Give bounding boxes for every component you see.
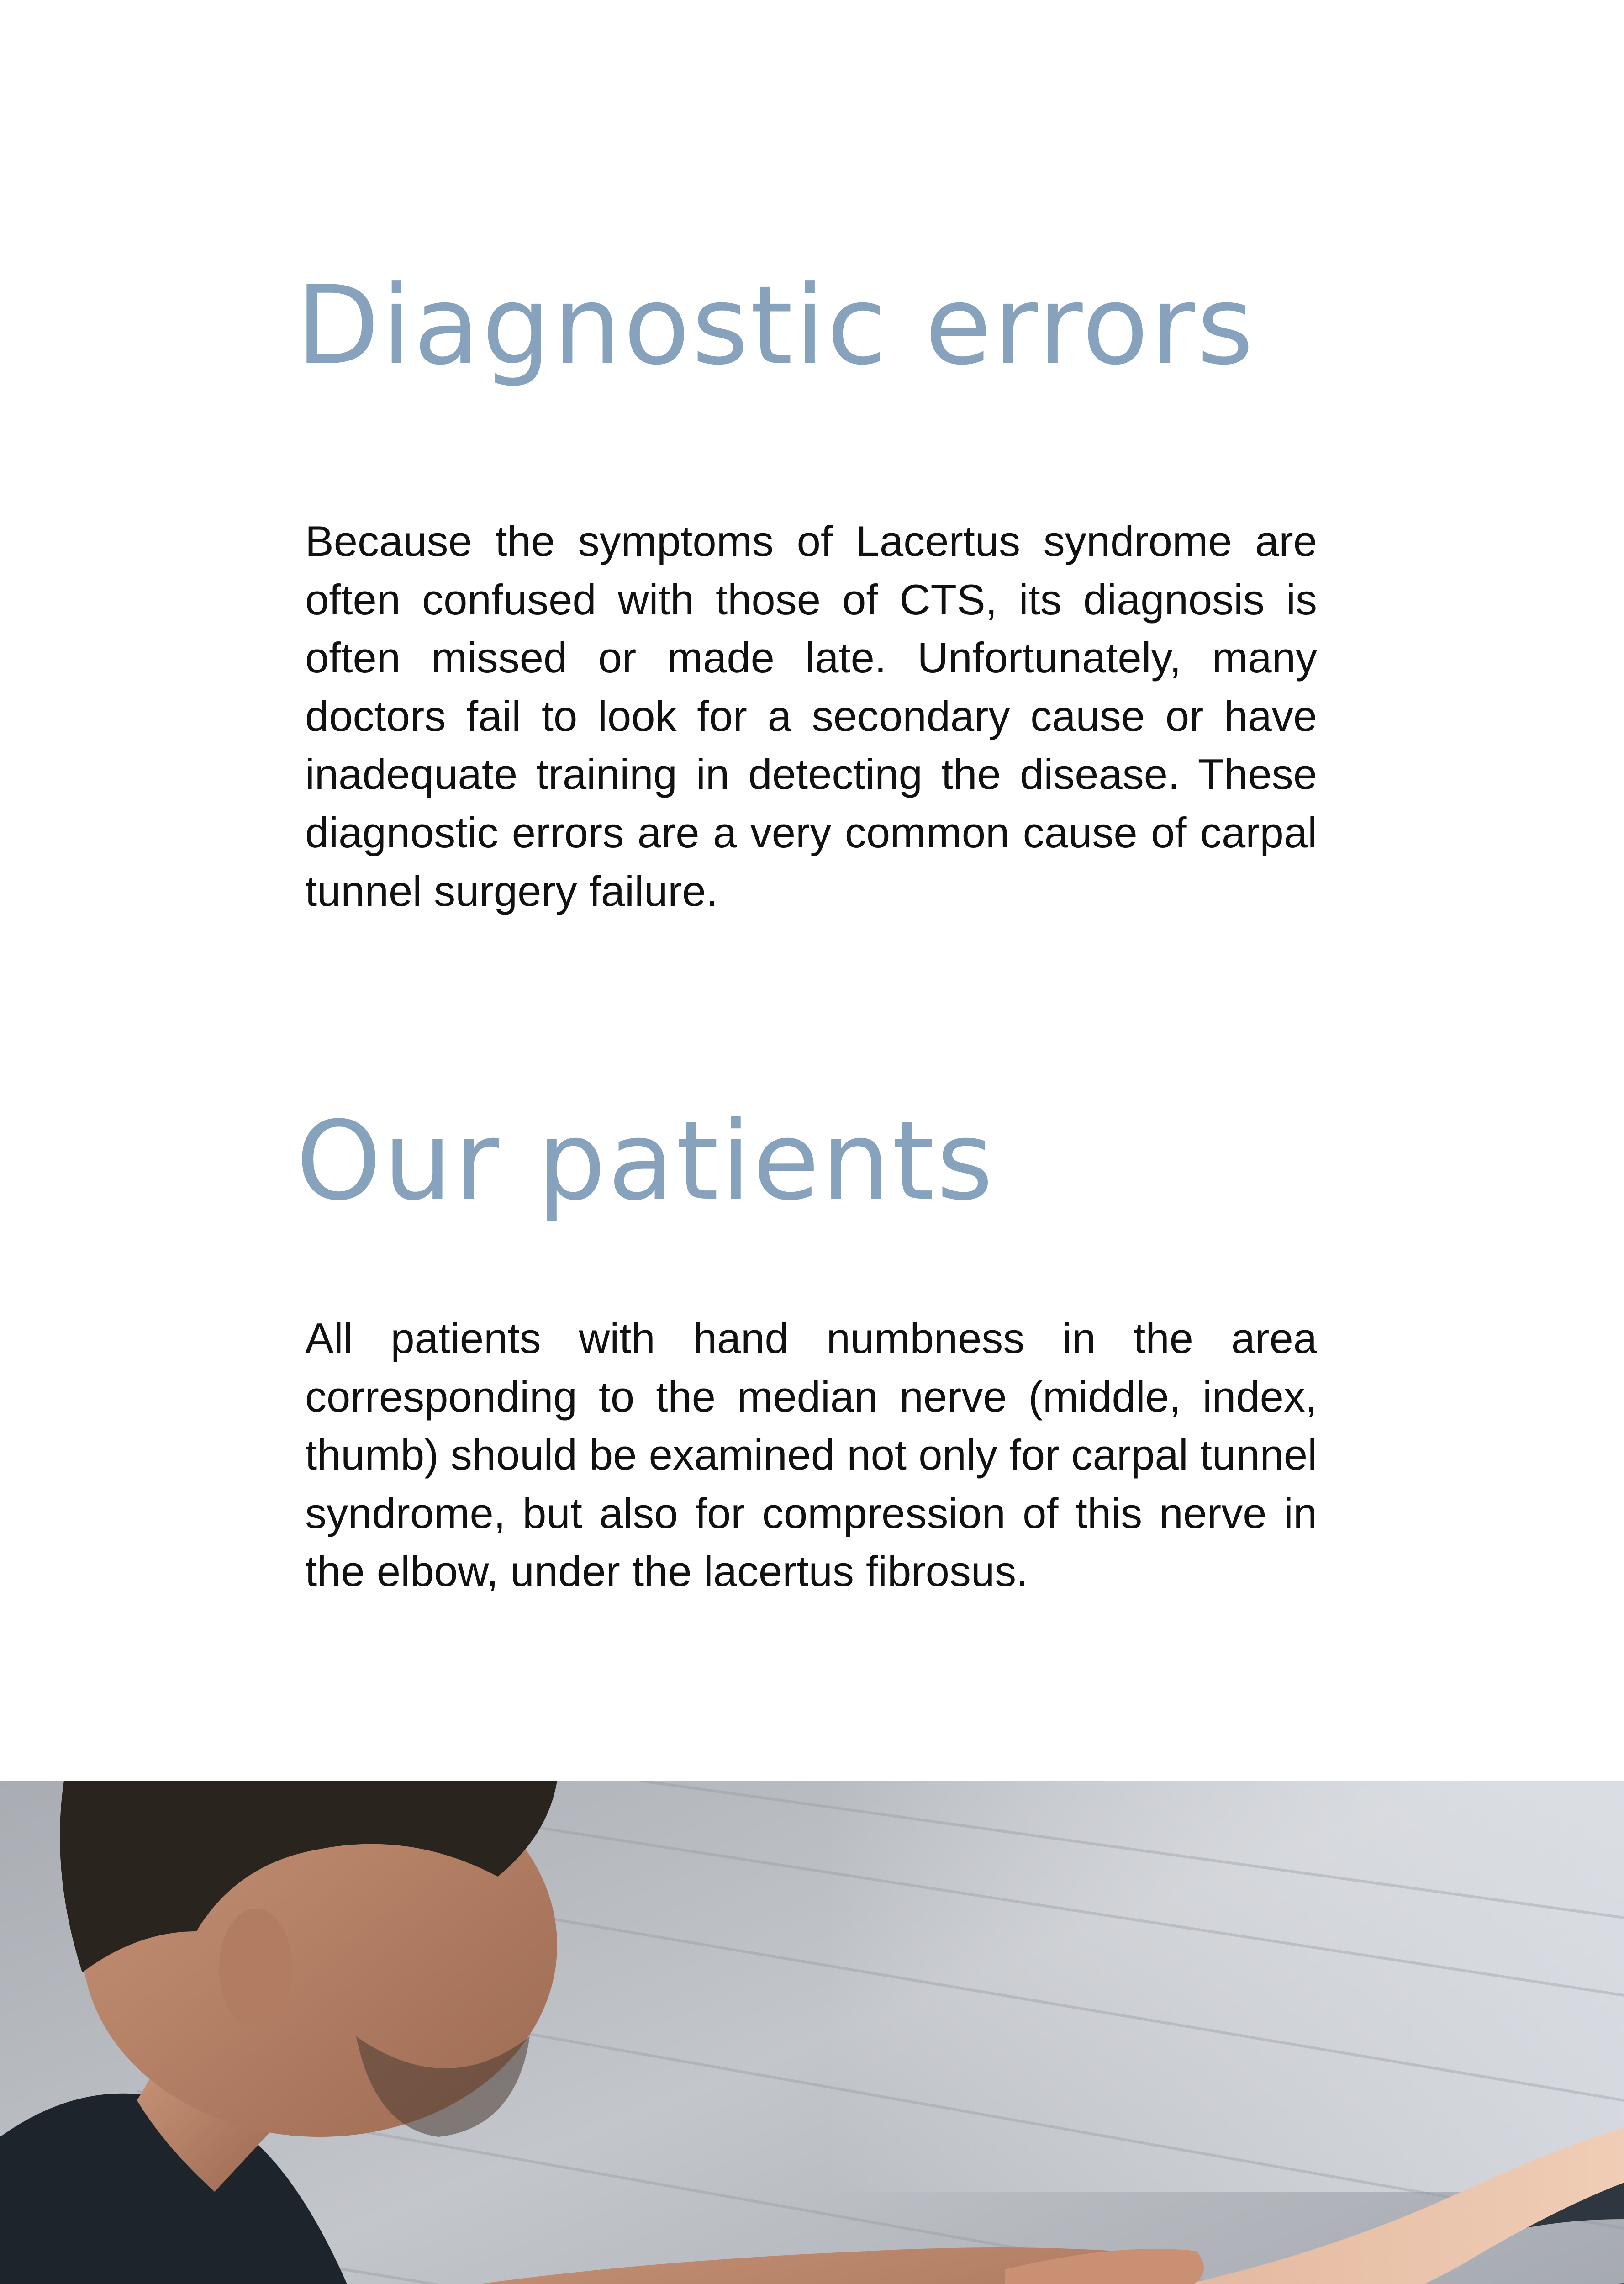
diagnostic-errors-paragraph: Because the symptoms of Lacertus syndrome are often confused with those of CTS, its diagnosis is often missed or made late. Unfortunately, many doctors fail to look for a secondary cause or have inadequate training in detecting the disease. These diagnostic errors are a very common cause of carpal tunnel surgery failure.: [305, 517, 1317, 915]
doctor-examining-patient-photo: [0, 1781, 1624, 2284]
section-heading-our-patients: Our patients: [296, 1098, 995, 1225]
our-patients-paragraph: All patients with hand numbness in the area corresponding to the median nerve (middle, index, thumb) should be examined not only for carpal tunnel syndrome, but also for compression of this nerve in the elbow, under the lacertus fibrosus.: [305, 1314, 1317, 1596]
section-heading-diagnostic-errors: Diagnostic errors: [296, 263, 1255, 389]
